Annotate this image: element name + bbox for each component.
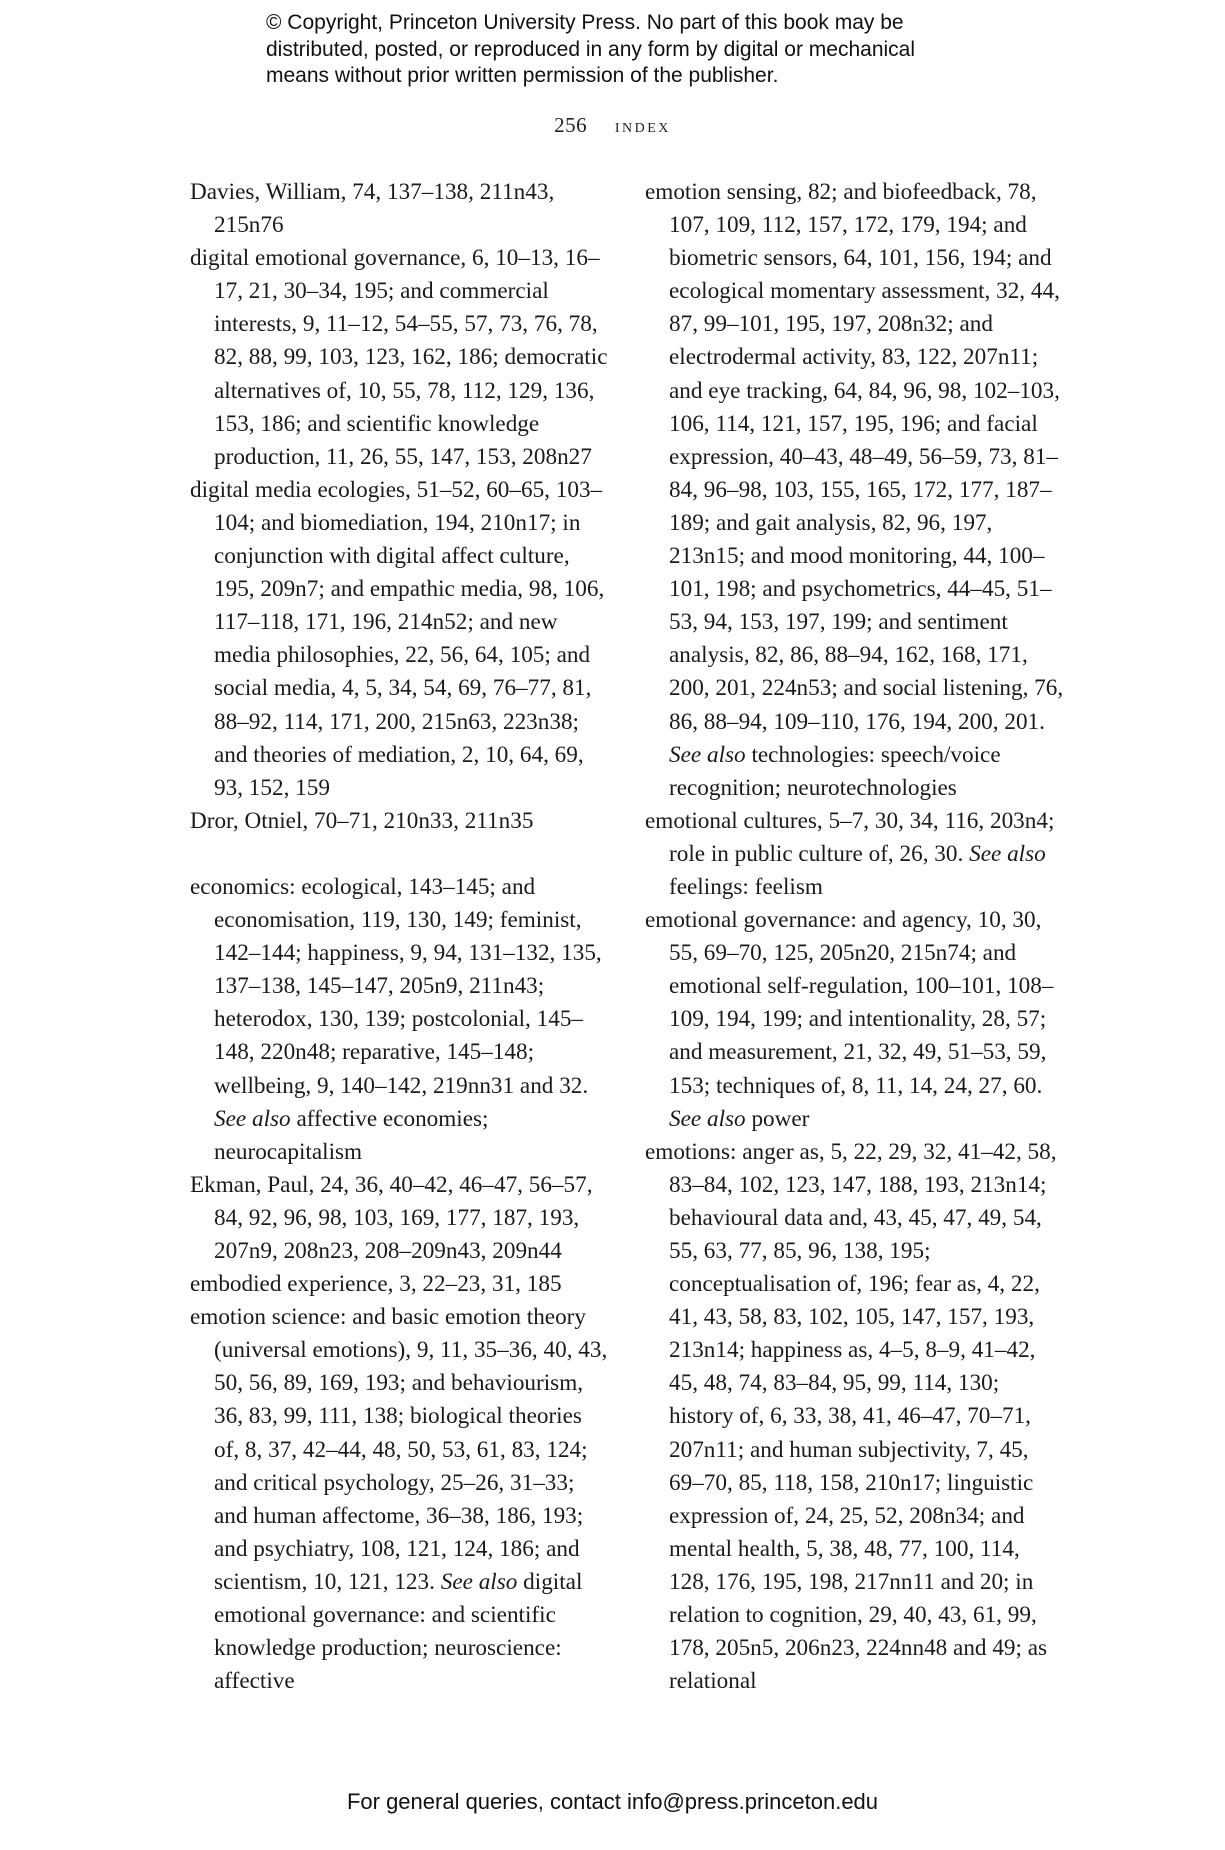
index-entry: Davies, William, 74, 137–138, 211n43, 215n76 [190, 179, 555, 239]
copyright-line-2: distributed, posted, or reproduced in any form by digital or mechanical [266, 37, 916, 61]
index-entry: economics: ecological, 143–145; and economisation, 119, 130, 149; feminist, 142–144; happiness, 9, 94, 131–132, 135, 137–138, 145–147, 205n9, 211n43; heterodox, 130, 139; postcolonial, 145–148, 220n48; reparative, 145–148; wellbeing, 9, 140–142, 219nn31 and 32. See also affective economies; neurocapitalism [190, 873, 602, 1165]
index-entry: emotional cultures, 5–7, 30, 34, 116, 203n4; role in public culture of, 26, 30. See also feelings: feelism [645, 807, 1055, 900]
index-entry: digital media ecologies, 51–52, 60–65, 103–104; and biomediation, 194, 210n17; in conjunction with digital affect culture, 195, 209n7; and empathic media, 98, 106, 117–118, 171, 196, 214n52; and new media philosophies, 22, 56, 64, 105; and social media, 4, 5, 34, 54, 69, 76–77, 81, 88–92, 114, 171, 200, 215n63, 223n38; and theories of mediation, 2, 10, 64, 69, 93, 152, 159 [190, 476, 605, 801]
running-head [0, 113, 1225, 138]
index-entry: emotion science: and basic emotion theory (universal emotions), 9, 11, 35–36, 40, 43, 50, 56, 89, 169, 193; and behaviourism, 36, 83, 99, 111, 138; biological theories of, 8, 37, 42–44, 48, 50, 53, 61, 83, 124; and critical psychology, 25–26, 31–33; and human affectome, 36–38, 186, 193; and psychiatry, 108, 121, 124, 186; and scientism, 10, 121, 123. See also digital emotional governance: and scientific knowledge production; neuroscience: affective [190, 1304, 608, 1695]
copyright-line-3: means without prior written permission of the publisher. [266, 64, 779, 87]
letter-group-divider [190, 838, 610, 871]
page-number: 256 [554, 113, 588, 137]
index-entry: embodied experience, 3, 22–23, 31, 185 [190, 1271, 562, 1298]
index-entry: emotion sensing, 82; and biofeedback, 78, 107, 109, 112, 157, 172, 179, 194; and biometric sensors, 64, 101, 156, 194; and ecological momentary assessment, 32, 44, 87, 99–101, 195, 197, 208n32; and electrodermal activity, 83, 122, 207n11; and eye tracking, 64, 84, 96, 98, 102–103, 106, 114, 121, 157, 195, 196; and facial expression, 40–43, 48–49, 56–59, 73, 81–84, 96–98, 103, 155, 165, 172, 177, 187–189; and gait analysis, 82, 96, 197, 213n15; and mood monitoring, 44, 100–101, 198; and psychometrics, 44–45, 51–53, 94, 153, 197, 199; and sentiment analysis, 82, 86, 88–94, 162, 168, 171, 200, 201, 224n53; and social listening, 76, 86, 88–94, 109–110, 176, 194, 200, 201. See also technologies: speech/voice recognition; neurotechnologies [645, 179, 1064, 801]
section-title: index [614, 115, 671, 137]
index-column-right [645, 176, 1065, 1698]
index-entry: Dror, Otniel, 70–71, 210n33, 211n35 [190, 807, 534, 834]
index-entry: emotions: anger as, 5, 22, 29, 32, 41–42, 58, 83–84, 102, 123, 147, 188, 193, 213n14; behavioural data and, 43, 45, 47, 49, 54, 55, 63, 77, 85, 96, 138, 195; conceptualisation of, 196; fear as, 4, 22, 41, 43, 58, 83, 102, 105, 147, 157, 193, 213n14; happiness as, 4–5, 8–9, 41–42, 45, 48, 74, 83–84, 95, 99, 114, 130; history of, 6, 33, 38, 41, 46–47, 70–71, 207n11; and human subjectivity, 7, 45, 69–70, 85, 118, 158, 210n17; linguistic expression of, 24, 25, 52, 208n34; and mental health, 5, 38, 48, 77, 100, 114, 128, 176, 195, 198, 217nn11 and 20; in relation to cognition, 29, 40, 43, 61, 99, 178, 205n5, 206n23, 224nn48 and 49; as relational [645, 1138, 1057, 1695]
index-column-left [190, 176, 610, 1698]
index-entry: Ekman, Paul, 24, 36, 40–42, 46–47, 56–57, 84, 92, 96, 98, 103, 169, 177, 187, 193, 207n9, 208n23, 208–209n43, 209n44 [190, 1171, 593, 1264]
index-entry: digital emotional governance, 6, 10–13, 16–17, 21, 30–34, 195; and commercial interests, 9, 11–12, 54–55, 57, 73, 76, 78, 82, 88, 99, 103, 123, 162, 186; democratic alternatives of, 10, 55, 78, 112, 129, 136, 153, 186; and scientific knowledge production, 11, 26, 55, 147, 153, 208n27 [190, 245, 608, 470]
index-entry: emotional governance: and agency, 10, 30, 55, 69–70, 125, 205n20, 215n74; and emotional self-regulation, 100–101, 108–109, 194, 199; and intentionality, 28, 57; and measurement, 21, 32, 49, 51–53, 59, 153; techniques of, 8, 11, 14, 24, 27, 60. See also power [645, 907, 1054, 1132]
copyright-notice [266, 10, 1026, 90]
copyright-line-1: © Copyright, Princeton University Press. No part of this book may be [266, 11, 904, 34]
footer-contact: For general queries, contact info@press.princeton.edu [346, 1789, 879, 1814]
